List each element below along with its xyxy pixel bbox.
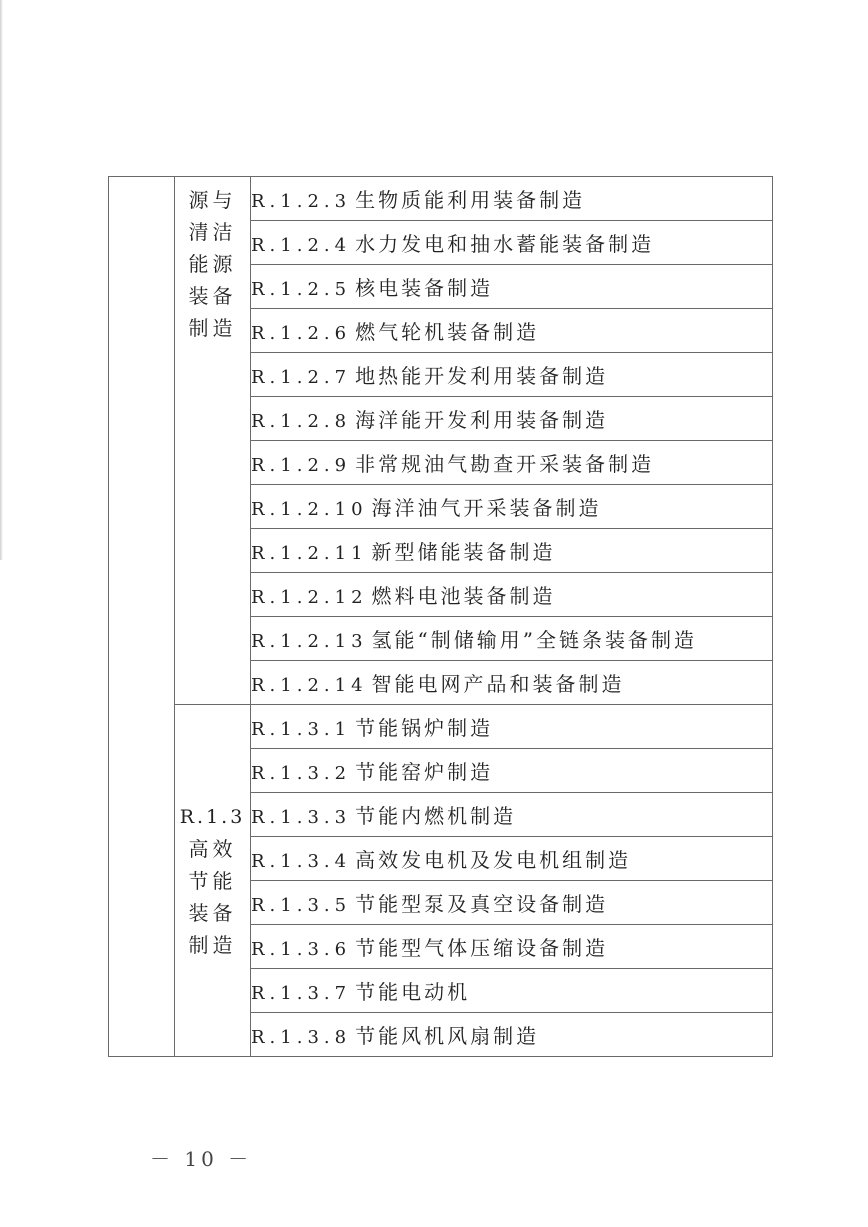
item-code: R.1.2.11 — [251, 543, 368, 564]
item-name: 高效发电机及发电机组制造 — [355, 848, 632, 872]
subcategory-cell-clean-energy — [175, 177, 251, 705]
item-cell — [251, 529, 773, 573]
subcategory-label-line: 能源 — [188, 252, 237, 276]
category-table — [108, 176, 773, 1057]
item-name: 海洋油气开采装备制造 — [371, 496, 602, 520]
item-code: R.1.2.8 — [251, 411, 352, 432]
item-name: 节能风机风扇制造 — [355, 1024, 540, 1048]
item-cell — [251, 573, 773, 617]
item-code: R.1.2.14 — [251, 675, 368, 696]
item-cell — [251, 441, 773, 485]
item-code: R.1.3.7 — [251, 983, 352, 1004]
subcategory-label-line: 制造 — [188, 316, 237, 340]
item-code: R.1.2.5 — [251, 279, 352, 300]
item-cell — [251, 177, 773, 221]
item-code: R.1.2.12 — [251, 587, 368, 608]
scan-edge-shadow — [0, 0, 3, 560]
item-cell — [251, 397, 773, 441]
item-name: 水力发电和抽水蓄能装备制造 — [355, 232, 655, 256]
item-name: 智能电网产品和装备制造 — [371, 672, 625, 696]
table-row — [109, 705, 773, 749]
item-name: 节能型气体压缩设备制造 — [355, 936, 609, 960]
item-name: 生物质能利用装备制造 — [355, 188, 586, 212]
item-name: 燃气轮机装备制造 — [355, 320, 540, 344]
item-cell — [251, 1013, 773, 1057]
item-code: R.1.2.13 — [251, 631, 368, 652]
item-code: R.1.3.1 — [251, 719, 352, 740]
item-code: R.1.3.2 — [251, 763, 352, 784]
item-name: 节能锅炉制造 — [355, 716, 494, 740]
subcategory-label-line: 节能 — [188, 868, 237, 893]
subcategory-label-line: 高效 — [188, 836, 237, 861]
item-name: 非常规油气勘查开采装备制造 — [355, 452, 655, 476]
subcategory-label-line: 源与 — [188, 188, 237, 212]
item-cell — [251, 925, 773, 969]
item-cell — [251, 353, 773, 397]
item-name: 节能内燃机制造 — [355, 804, 517, 828]
item-code: R.1.3.6 — [251, 939, 352, 960]
subcategory-label-line: 制造 — [188, 932, 237, 957]
item-code: R.1.2.10 — [251, 499, 368, 520]
item-name: 新型储能装备制造 — [371, 540, 556, 564]
item-cell — [251, 881, 773, 925]
item-cell — [251, 705, 773, 749]
item-code: R.1.3.3 — [251, 807, 352, 828]
item-name: 地热能开发利用装备制造 — [355, 364, 609, 388]
item-code: R.1.2.6 — [251, 323, 352, 344]
item-cell — [251, 969, 773, 1013]
item-code: R.1.2.9 — [251, 455, 352, 476]
item-name: 核电装备制造 — [355, 276, 494, 300]
item-code: R.1.2.4 — [251, 235, 352, 256]
subcategory-label-line: 装备 — [188, 284, 237, 308]
item-code: R.1.2.7 — [251, 367, 352, 388]
item-name: 氢能“制储输用”全链条装备制造 — [371, 628, 697, 652]
item-cell — [251, 485, 773, 529]
item-cell — [251, 661, 773, 705]
item-code: R.1.3.5 — [251, 895, 352, 916]
item-cell — [251, 793, 773, 837]
item-name: 节能窑炉制造 — [355, 760, 494, 784]
item-code: R.1.3.8 — [251, 1027, 352, 1048]
item-name: 海洋能开发利用装备制造 — [355, 408, 609, 432]
item-cell — [251, 221, 773, 265]
subcategory-cell-energy-saving — [175, 705, 251, 1057]
item-name: 燃料电池装备制造 — [371, 584, 556, 608]
page-number: － 10 － — [150, 1147, 253, 1171]
item-name: 节能型泵及真空设备制造 — [355, 892, 609, 916]
table-row — [109, 177, 773, 221]
item-cell — [251, 749, 773, 793]
subcategory-label-line: 装备 — [188, 900, 237, 925]
item-name: 节能电动机 — [355, 980, 471, 1004]
category-cell-level1 — [109, 177, 175, 1057]
item-cell — [251, 837, 773, 881]
item-cell — [251, 617, 773, 661]
item-cell — [251, 309, 773, 353]
subcategory-code: R.1.3 — [179, 805, 246, 828]
item-cell — [251, 265, 773, 309]
subcategory-label-line: 清洁 — [188, 220, 237, 244]
item-code: R.1.3.4 — [251, 851, 352, 872]
item-code: R.1.2.3 — [251, 191, 352, 212]
